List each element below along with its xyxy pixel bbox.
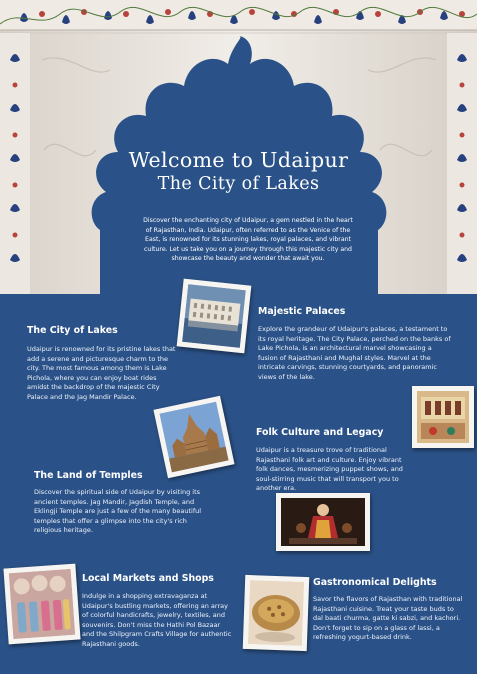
marble-arch-header <box>0 0 477 296</box>
temple-image <box>159 402 228 473</box>
section-title-city-of-lakes: The City of Lakes <box>27 325 118 336</box>
photo-cuisine <box>243 575 310 651</box>
section-text-city-of-lakes: Udaipur is renowned for its pristine lakes that add a serene and picturesque charm to the city. The most famous among them is Lake Pichola, where you can enjoy boat rides amidst the backdrop of the majestic City Palace and the Jag Mandir Palace. <box>27 345 176 401</box>
photo-folk-painting <box>412 386 474 448</box>
page-title: Welcome to Udaipur <box>128 148 349 172</box>
section-text-folk-culture: Udaipur is a treasure trove of traditional Rajasthani folk art and culture. Enjoy vibrant folk dances, mesmerizing puppet shows, and soul-stirring music that will transport you to another era. <box>256 446 403 492</box>
folk-painting-image <box>417 391 469 443</box>
section-title-folk-culture: Folk Culture and Legacy <box>256 427 384 438</box>
section-text-gastronomical: Savor the flavors of Rajasthan with traditional Rajasthani cuisine. Treat your taste buds to dal baati churma, gatte ki sabzi, and kachori. Don't forget to sip on a glass of lassi, a refreshing yogurt-based drink. <box>313 595 463 641</box>
page-subtitle: The City of Lakes <box>157 174 320 194</box>
cuisine-image <box>248 580 304 646</box>
photo-city-palace <box>177 279 252 354</box>
section-text-majestic-palaces: Explore the grandeur of Udaipur's palaces, a testament to its royal heritage. The City Palace, perched on the banks of Lake Pichola, is an architectural marvel showcasing a fusion of Rajasthani and Mughal styles. Marvel at the intricate carvings, stunning courtyards, and panoramic views of the lake. <box>258 325 451 381</box>
section-title-gastronomical: Gastronomical Delights <box>313 577 437 588</box>
puppet-show-image <box>281 498 365 546</box>
section-title-local-markets: Local Markets and Shops <box>82 573 214 584</box>
photo-puppet-show <box>276 493 370 551</box>
intro-paragraph: Discover the enchanting city of Udaipur, a gem nestled in the heart of Rajasthan, India. Udaipur, often referred to as the Venice of the East, is renowned for its stunning lakes, royal palaces, and vibrant culture. Let us take you on a journey through this majestic city and showcase the beauty and wonder that await you. <box>143 217 353 263</box>
section-title-land-of-temples: The Land of Temples <box>34 470 143 481</box>
section-text-local-markets: Indulge in a shopping extravaganza at Udaipur's bustling markets, offering an array of colorful handicrafts, jewelry, textiles, and souvenirs. Don't miss the Hathi Pol Bazaar and the Shilpgram Crafts Village for authentic Rajasthani goods. <box>82 592 232 648</box>
photo-handicrafts <box>3 564 80 645</box>
section-text-land-of-temples: Discover the spiritual side of Udaipur by visiting its ancient temples. Jag Mandir, Jagdish Temple, and Eklingji Temple are just a few of the many beautiful temples that offer a glimpse into the city's rich religious heritage. <box>34 488 202 534</box>
photo-temple <box>153 396 234 479</box>
section-title-majestic-palaces: Majestic Palaces <box>258 306 346 317</box>
city-palace-image <box>182 284 246 348</box>
handicrafts-image <box>9 569 75 639</box>
